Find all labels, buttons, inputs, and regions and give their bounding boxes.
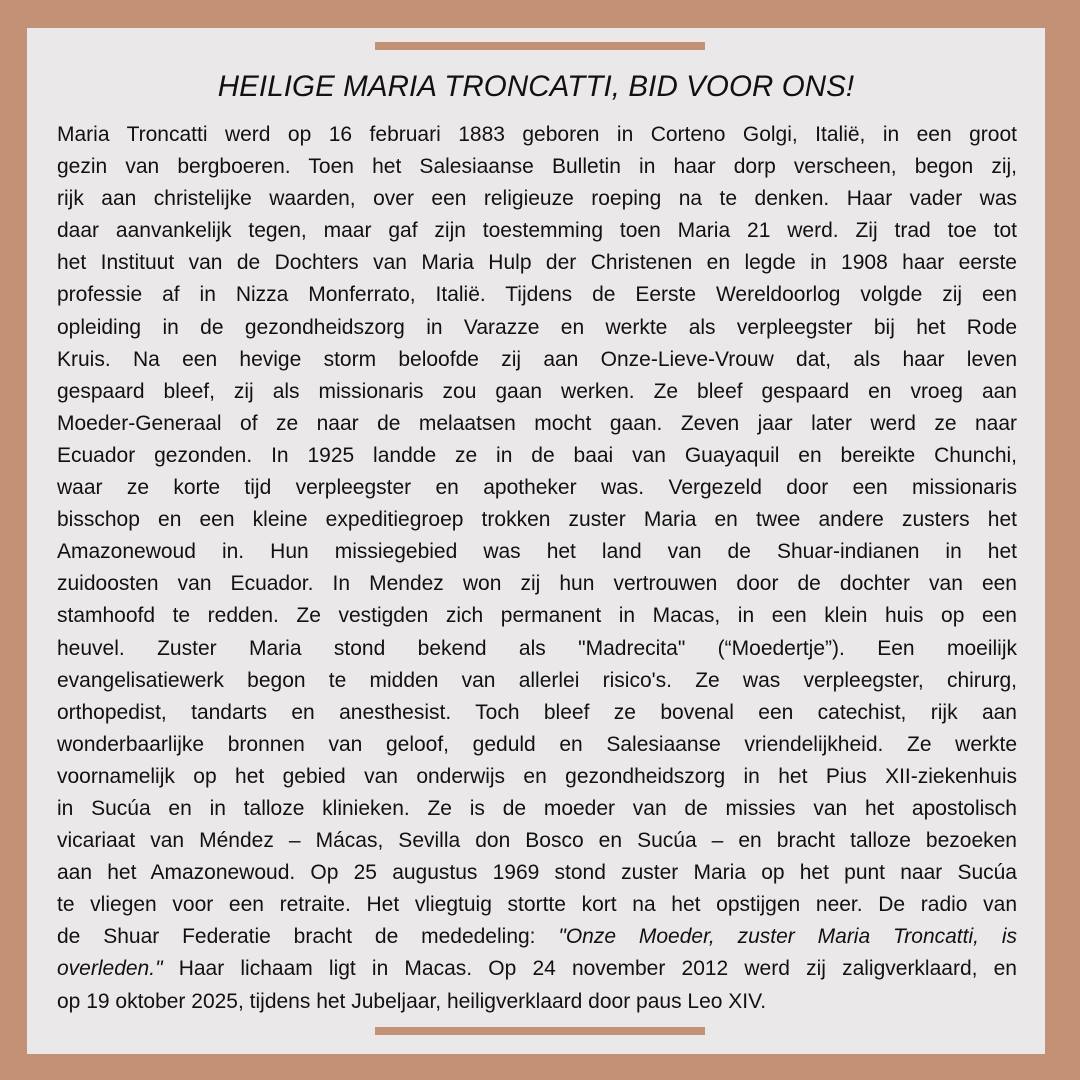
text-line: waar ze korte tijd verpleegster en apotheker was. Vergezeld door een missionaris — [57, 476, 1017, 500]
page-title: HEILIGE MARIA TRONCATTI, BID VOOR ONS! — [217, 70, 855, 103]
quote-text: "Onze Moeder, zuster Maria Troncatti, is — [558, 925, 1017, 949]
text-line: wonderbaarlijke bronnen van geloof, geduld en Salesiaanse vriendelijkheid. Ze werkte — [57, 732, 1017, 756]
text-line-final: op 19 oktober 2025, tijdens het Jubeljaar, heiligverklaard door paus Leo XIV. — [57, 989, 767, 1013]
text-line: Amazonewoud in. Hun missiegebied was het land van de Shuar-indianen in het — [57, 540, 1017, 564]
text-line: Ecuador gezonden. In 1925 landde ze in de baai van Guayaquil en bereikte Chunchi, — [57, 443, 1017, 467]
quote-text-end: overleden." — [57, 957, 163, 981]
quote-prefix: de Shuar Federatie bracht de mededeling: — [57, 925, 559, 949]
text-line: het Instituut van de Dochters van Maria Hulp der Christenen en legde in 1908 haar eerste — [57, 251, 1017, 275]
top-divider-bar — [375, 42, 705, 50]
text-line: evangelisatiewerk begon te midden van allerlei risico's. Ze was verpleegster, chirurg, — [57, 668, 1017, 692]
text-line: zuidoosten van Ecuador. In Mendez won zij hun vertrouwen door de dochter van een — [57, 572, 1017, 596]
text-line: daar aanvankelijk tegen, maar gaf zijn toestemming toen Maria 21 werd. Zij trad toe tot — [57, 219, 1017, 243]
text-line: stamhoofd te redden. Ze vestigden zich permanent in Macas, in een klein huis op een — [57, 604, 1017, 628]
text-line: in Sucúa en in talloze klinieken. Ze is de moeder van de missies van het apostolisch — [57, 796, 1017, 820]
text-line: professie af in Nizza Monferrato, Italië. Tijdens de Eerste Wereldoorlog volgde zij een — [57, 283, 1017, 307]
text-line: te vliegen voor een retraite. Het vliegtuig stortte kort na het opstijgen neer. De radio van — [57, 893, 1017, 917]
text-line-quote-end — [57, 953, 1017, 985]
text-line: heuvel. Zuster Maria stond bekend als "Madrecita" (“Moedertje”). Een moeilijk — [57, 636, 1017, 660]
text-line: gespaard bleef, zij als missionaris zou gaan werken. Ze bleef gespaard en vroeg aan — [57, 379, 1017, 403]
text-line: gezin van bergboeren. Toen het Salesiaanse Bulletin in haar dorp verscheen, begon zij, — [57, 155, 1017, 179]
content-panel — [27, 28, 1045, 1054]
text-line: bisschop en een kleine expeditiegroep trokken zuster Maria en twee andere zusters het — [57, 508, 1017, 532]
text-line-quote — [57, 921, 1017, 953]
text-line: aan het Amazonewoud. Op 25 augustus 1969 stond zuster Maria op het punt naar Sucúa — [57, 861, 1017, 885]
bottom-divider-bar — [375, 1027, 705, 1035]
text-line: orthopedist, tandarts en anesthesist. Toch bleef ze bovenal een catechist, rijk aan — [57, 700, 1017, 724]
text-line: vicariaat van Méndez – Mácas, Sevilla don Bosco en Sucúa – en bracht talloze bezoeken — [57, 829, 1017, 853]
text-line: voornamelijk op het gebied van onderwijs en gezondheidszorg in het Pius XII-ziekenhuis — [57, 764, 1017, 788]
biography-text — [57, 119, 1017, 1018]
text-line: opleiding in de gezondheidszorg in Varazze en werkte als verpleegster bij het Rode — [57, 315, 1017, 339]
quote-followup: Haar lichaam ligt in Macas. Op 24 november 2012 werd zij zaligverklaard, en — [162, 957, 1017, 981]
text-line: Maria Troncatti werd op 16 februari 1883 geboren in Corteno Golgi, Italië, in een groot — [57, 123, 1017, 146]
text-line: Moeder-Generaal of ze naar de melaatsen mocht gaan. Zeven jaar later werd ze naar — [57, 411, 1017, 435]
text-line: rijk aan christelijke waarden, over een religieuze roeping na te denken. Haar vader was — [57, 187, 1017, 211]
text-line: Kruis. Na een hevige storm beloofde zij aan Onze-Lieve-Vrouw dat, als haar leven — [57, 347, 1017, 371]
